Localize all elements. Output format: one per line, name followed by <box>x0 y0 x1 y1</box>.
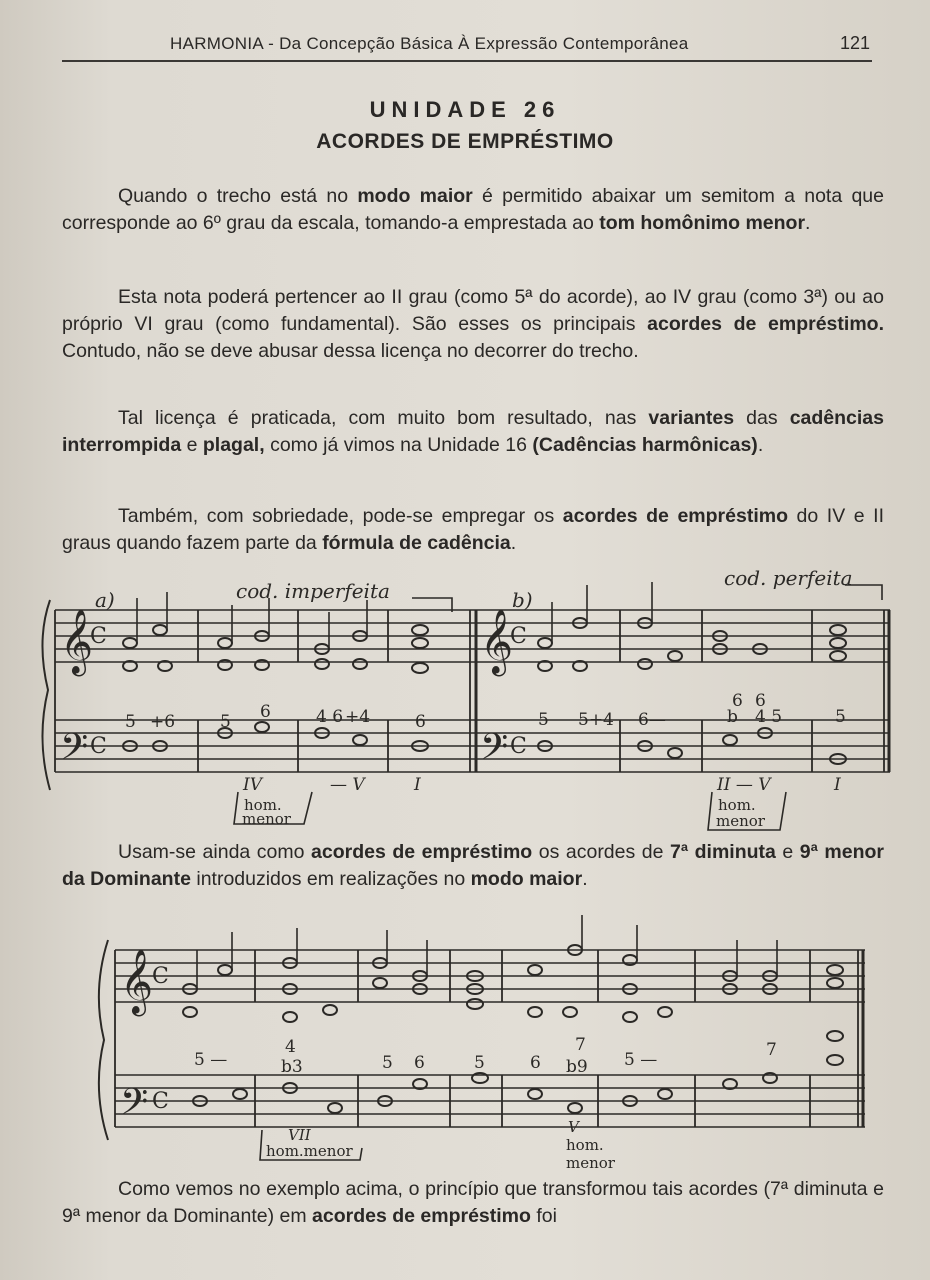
figured-bass: 7 <box>575 1035 586 1055</box>
example-label-b: b) <box>512 588 533 612</box>
text-run: Também, com sobriedade, pode-se empregar os <box>118 505 563 527</box>
hom-label: hom. <box>244 796 282 814</box>
text-run: . <box>582 868 588 890</box>
bold-run: 7ª diminuta <box>670 841 776 863</box>
figured-bass: 6 <box>260 702 271 722</box>
text-run: Contudo, não se deve abusar dessa licença no decorrer do trecho. <box>62 340 639 362</box>
bass-clef-icon: 𝄢 <box>480 726 509 777</box>
roman-numeral: I <box>414 775 421 795</box>
treble-clef-icon: 𝄞 <box>60 609 94 674</box>
cadence-label-a: cod. imperfeita <box>236 579 390 603</box>
common-time-icon: C <box>90 734 107 759</box>
figured-bass: 6 <box>755 691 766 711</box>
figured-bass: 4 <box>285 1037 296 1057</box>
bass-clef-icon: 𝄢 <box>120 1081 149 1132</box>
figured-bass: 5 <box>538 710 549 730</box>
menor-label: menor <box>716 812 765 830</box>
text-run: Esta nota poderá pertencer ao II grau (como 5ª do acorde), ao IV grau (como 3ª) ou ao próprio VI grau (como fundamental). São esses os principais <box>62 286 884 335</box>
text-run: das <box>734 407 790 429</box>
figured-bass: 5 <box>835 707 846 727</box>
bold-run: acordes de empréstimo <box>562 505 788 527</box>
hom-menor-label: hom.menor <box>266 1142 353 1160</box>
figured-bass: 5 — <box>624 1050 658 1070</box>
roman-numeral: VII <box>288 1126 311 1144</box>
unit-label: UNIDADE 26 <box>369 97 561 122</box>
example-2-treble-staff <box>115 950 865 1002</box>
common-time-icon: C <box>510 624 527 649</box>
text-run: e <box>181 434 203 456</box>
text-run: Quando o trecho está no <box>118 185 358 207</box>
text-run: é permitido abaixar um semitom a nota que corresponde ao 6º grau da escala, tomando-a emprestada ao <box>62 185 884 234</box>
figured-bass: 5 — <box>194 1050 228 1070</box>
text-run: Usam-se ainda como <box>118 841 312 863</box>
figured-bass: 6 <box>732 691 743 711</box>
hom-menor-b <box>716 796 766 830</box>
hom-label: hom. <box>718 796 756 814</box>
treble-clef-icon: 𝄞 <box>120 949 154 1014</box>
figured-bass: 5+4 <box>578 710 614 730</box>
figured-bass: +4 <box>345 707 371 727</box>
roman-numeral: II — V <box>717 775 771 795</box>
common-time-icon: C <box>152 964 169 989</box>
figured-bass: 5 <box>474 1053 485 1073</box>
bold-run: modo maior <box>470 868 583 890</box>
roman-numeral: V <box>568 1118 579 1136</box>
roman-numeral: — V <box>330 775 365 795</box>
figured-bass: b3 <box>281 1057 303 1077</box>
figured-bass: 6 <box>415 712 426 732</box>
figured-bass: 5 <box>382 1053 393 1073</box>
figured-bass: b <box>727 707 738 727</box>
text-run: os acordes de <box>532 841 671 863</box>
bass-clef-icon: 𝄢 <box>60 726 89 777</box>
common-time-icon: C <box>152 1089 169 1114</box>
example-1-degrees <box>242 775 841 795</box>
text-run: e <box>775 841 800 863</box>
example-2-brace <box>99 940 108 1140</box>
bold-run: tom homônimo menor <box>599 212 806 234</box>
example-1-brace <box>42 600 50 790</box>
example-2-bass-staff <box>115 1075 865 1127</box>
bold-run: 9ª menor da Dominante <box>62 841 884 890</box>
figured-bass: 7 <box>766 1040 777 1060</box>
text-run: . <box>757 434 764 456</box>
example-1-annotations <box>95 566 853 612</box>
figured-bass: 5 <box>125 712 136 732</box>
figured-bass: b9 <box>566 1057 588 1077</box>
text-run: como já vimos na Unidade 16 <box>264 434 533 456</box>
example-label-a: a) <box>95 588 115 612</box>
figured-bass: +6 <box>150 712 176 732</box>
text-run: introduzidos em realizações no <box>190 868 471 890</box>
example-2-degrees <box>266 1118 616 1172</box>
bold-run: plagal, <box>202 434 265 456</box>
treble-clef-icon: 𝄞 <box>480 609 514 674</box>
hom-menor-brackets <box>234 792 786 830</box>
bold-run: acordes de empréstimo <box>312 1205 531 1227</box>
page-number: 121 <box>840 33 871 53</box>
figured-bass: 4 6 <box>316 707 344 727</box>
figured-bass: 6 <box>414 1053 425 1073</box>
roman-numeral: IV <box>243 775 262 795</box>
text-run: foi <box>530 1205 557 1227</box>
running-head: HARMONIA - Da Concepção Básica À Expressão Contemporânea <box>170 34 689 53</box>
bold-run: (Cadências harmônicas) <box>532 434 758 456</box>
common-time-icon: C <box>90 624 107 649</box>
menor-label: menor <box>566 1154 615 1172</box>
text-run: . <box>510 532 517 554</box>
example-1-treble-staff <box>55 610 890 662</box>
bold-run: variantes <box>648 407 735 429</box>
bold-run: acordes de empréstimo. <box>647 313 884 335</box>
text-run: . <box>805 212 811 234</box>
bold-run: cadências interrompida <box>62 407 884 456</box>
figured-bass: 4 5 <box>755 707 783 727</box>
bold-run: acordes de empréstimo <box>311 841 533 863</box>
figured-bass: 6— <box>638 710 666 730</box>
bold-run: fórmula de cadência <box>322 532 511 554</box>
cadence-label-b: cod. perfeita <box>724 566 853 590</box>
hom-label: hom. <box>566 1136 604 1154</box>
roman-numeral: I <box>834 775 841 795</box>
text-run: do IV e II graus quando fazem parte da <box>62 505 885 554</box>
example-2-figures <box>194 1035 777 1077</box>
common-time-icon: C <box>510 734 527 759</box>
figured-bass: 5 <box>220 712 231 732</box>
figured-bass: 6 <box>530 1053 541 1073</box>
bold-run: modo maior <box>357 185 473 207</box>
text-run: Tal licença é praticada, com muito bom resultado, nas <box>118 407 649 429</box>
text-run: Como vemos no exemplo acima, o princípio que transformou tais acordes (7ª diminuta e 9ª menor da Dominante) em <box>62 1178 884 1227</box>
menor-label: menor <box>242 810 291 828</box>
chapter-title: ACORDES DE EMPRÉSTIMO <box>316 130 614 153</box>
